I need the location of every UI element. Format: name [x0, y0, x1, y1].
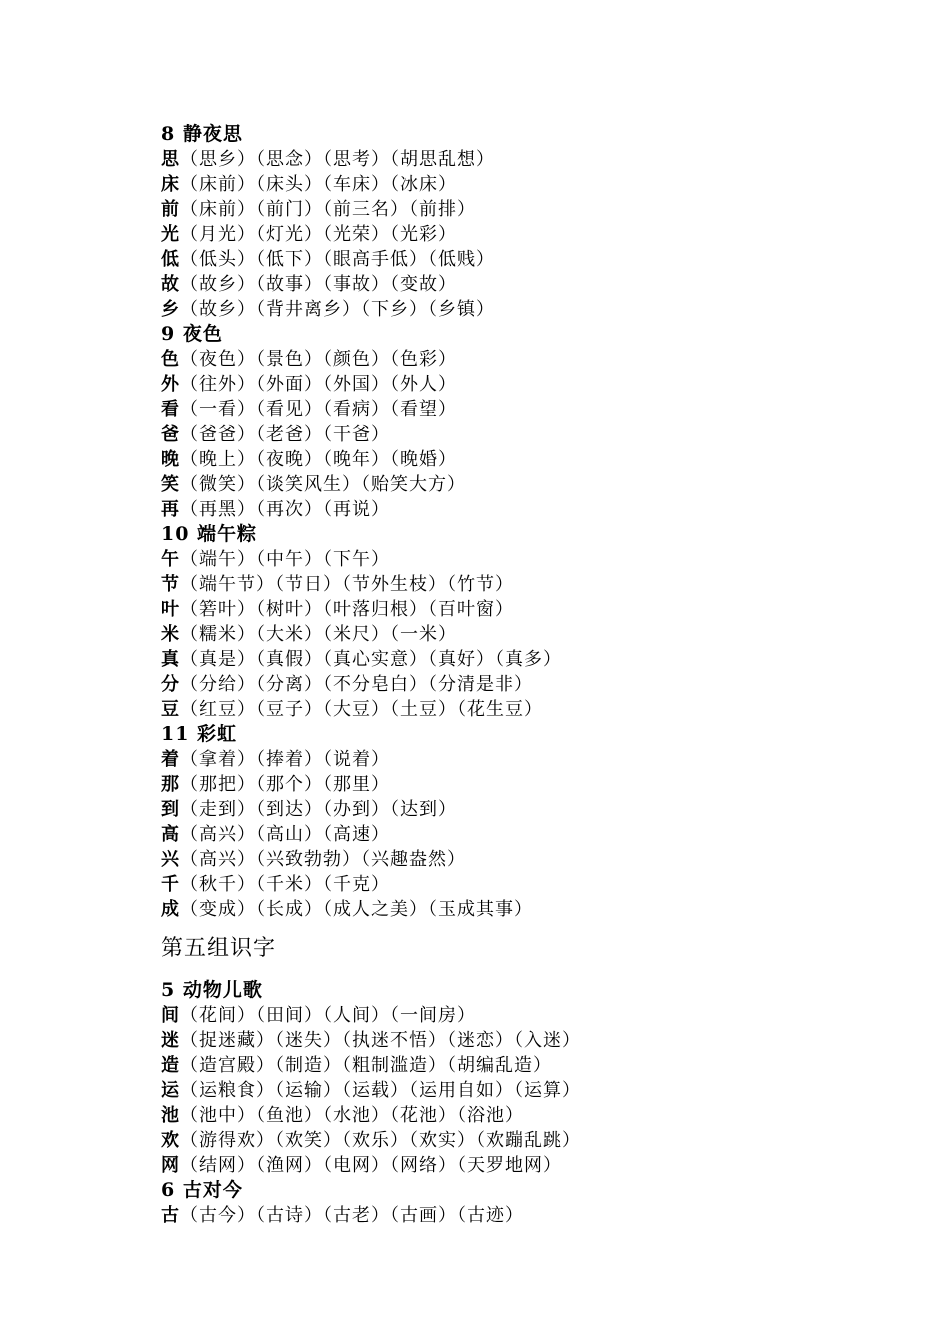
vocab-words: （晚上）（夜晚）（晚年）（晚婚）: [180, 449, 457, 470]
vocab-row: [161, 1003, 921, 1028]
vocab-row: [161, 547, 921, 572]
vocab-words: （床前）（前门）（前三名）（前排）: [180, 199, 476, 220]
vocab-row: [161, 1028, 921, 1053]
vocab-character: 爸: [161, 424, 180, 445]
vocab-character: 成: [161, 899, 180, 920]
vocab-row: [161, 572, 921, 597]
vocab-character: 那: [161, 774, 180, 795]
vocab-character: 造: [161, 1055, 180, 1076]
vocab-character: 真: [161, 649, 180, 670]
vocab-row: [161, 647, 921, 672]
vocab-row: [161, 897, 921, 922]
vocab-row: [161, 622, 921, 647]
vocab-character: 运: [161, 1080, 180, 1101]
vocab-row: [161, 1053, 921, 1078]
vocab-words: （花间）（田间）（人间）（一间房）: [180, 1005, 476, 1026]
vocab-words: （红豆）（豆子）（大豆）（土豆）（花生豆）: [180, 699, 543, 720]
vocab-character: 池: [161, 1105, 180, 1126]
vocab-words: （月光）（灯光）（光荣）（光彩）: [180, 224, 457, 245]
lesson-title: 10 端午粽: [161, 523, 258, 545]
vocab-row: [161, 472, 921, 497]
vocab-character: 思: [161, 149, 180, 170]
vocab-row: [161, 747, 921, 772]
vocab-words: （高兴）（高山）（高速）: [180, 824, 390, 845]
vocab-row: [161, 447, 921, 472]
vocab-words: （古今）（古诗）（古老）（古画）（古迹）: [180, 1205, 524, 1226]
vocab-character: 午: [161, 549, 180, 570]
vocab-row: [161, 797, 921, 822]
vocab-character: 到: [161, 799, 180, 820]
vocab-words: （微笑）（谈笑风生）（贻笑大方）: [180, 474, 466, 495]
vocab-row: [161, 297, 921, 322]
lesson-title: 8 静夜思: [161, 123, 243, 145]
lesson-title: 9 夜色: [161, 323, 223, 345]
vocab-row: [161, 772, 921, 797]
vocab-character: 晚: [161, 449, 180, 470]
vocab-row: [161, 247, 921, 272]
vocab-character: 高: [161, 824, 180, 845]
vocab-words: （拿着）（捧着）（说着）: [180, 749, 390, 770]
vocab-words: （秋千）（千米）（千克）: [180, 874, 390, 895]
vocab-words: （再黑）（再次）（再说）: [180, 499, 390, 520]
vocab-words: （故乡）（故事）（事故）（变故）: [180, 274, 457, 295]
document-page: [161, 122, 921, 1228]
vocab-words: （思乡）（思念）（思考）（胡思乱想）: [180, 149, 495, 170]
vocab-row: [161, 397, 921, 422]
vocab-character: 节: [161, 574, 180, 595]
vocab-character: 古: [161, 1205, 180, 1226]
vocab-row: [161, 672, 921, 697]
vocab-row: [161, 372, 921, 397]
vocab-character: 笑: [161, 474, 180, 495]
vocab-words: （分给）（分离）（不分皂白）（分清是非）: [180, 674, 533, 695]
vocab-character: 故: [161, 274, 180, 295]
vocab-character: 欢: [161, 1130, 180, 1151]
vocab-row: [161, 272, 921, 297]
vocab-words: （结网）（渔网）（电网）（网络）（天罗地网）: [180, 1155, 562, 1176]
vocab-row: [161, 197, 921, 222]
vocab-words: （端午节）（节日）（节外生枝）（竹节）: [180, 574, 514, 595]
vocab-words: （往外）（外面）（外国）（外人）: [180, 374, 457, 395]
vocab-row: [161, 1128, 921, 1153]
vocab-row: [161, 497, 921, 522]
vocab-row: [161, 222, 921, 247]
vocab-character: 再: [161, 499, 180, 520]
vocab-row: [161, 422, 921, 447]
vocab-character: 光: [161, 224, 180, 245]
vocab-character: 网: [161, 1155, 180, 1176]
vocab-words: （端午）（中午）（下午）: [180, 549, 390, 570]
vocab-row: [161, 147, 921, 172]
vocab-character: 看: [161, 399, 180, 420]
vocab-character: 外: [161, 374, 180, 395]
lesson-title: 6 古对今: [161, 1179, 243, 1201]
vocab-row: [161, 822, 921, 847]
vocab-words: （高兴）（兴致勃勃）（兴趣盎然）: [180, 849, 466, 870]
vocab-row: [161, 872, 921, 897]
vocab-words: （池中）（鱼池）（水池）（花池）（浴池）: [180, 1105, 524, 1126]
vocab-words: （床前）（床头）（车床）（冰床）: [180, 174, 457, 195]
vocab-row: [161, 847, 921, 872]
vocab-character: 色: [161, 349, 180, 370]
vocab-words: （那把）（那个）（那里）: [180, 774, 390, 795]
vocab-words: （夜色）（景色）（颜色）（色彩）: [180, 349, 457, 370]
vocab-words: （运粮食）（运输）（运载）（运用自如）（运算）: [180, 1080, 581, 1101]
lesson-title: 5 动物儿歌: [161, 979, 263, 1001]
vocab-row: [161, 347, 921, 372]
vocab-row: [161, 697, 921, 722]
vocab-row: [161, 172, 921, 197]
vocab-character: 低: [161, 249, 180, 270]
vocab-character: 叶: [161, 599, 180, 620]
vocab-words: （故乡）（背井离乡）（下乡）（乡镇）: [180, 299, 495, 320]
vocab-character: 兴: [161, 849, 180, 870]
lesson-title: 11 彩虹: [161, 723, 238, 745]
vocab-character: 乡: [161, 299, 180, 320]
vocab-character: 迷: [161, 1030, 180, 1051]
vocab-row: [161, 1103, 921, 1128]
vocab-row: [161, 1078, 921, 1103]
group-title: 第五组识字: [161, 936, 277, 961]
vocab-row: [161, 597, 921, 622]
vocab-character: 千: [161, 874, 180, 895]
vocab-words: （糯米）（大米）（米尺）（一米）: [180, 624, 457, 645]
vocab-words: （造宫殿）（制造）（粗制滥造）（胡编乱造）: [180, 1055, 552, 1076]
vocab-words: （低头）（低下）（眼高手低）（低贱）: [180, 249, 495, 270]
vocab-character: 着: [161, 749, 180, 770]
vocab-words: （一看）（看见）（看病）（看望）: [180, 399, 457, 420]
vocab-character: 间: [161, 1005, 180, 1026]
vocab-character: 豆: [161, 699, 180, 720]
vocab-row: [161, 1203, 921, 1228]
vocab-words: （捉迷藏）（迷失）（执迷不悟）（迷恋）（入迷）: [180, 1030, 581, 1051]
vocab-character: 床: [161, 174, 180, 195]
vocab-words: （爸爸）（老爸）（干爸）: [180, 424, 390, 445]
vocab-character: 米: [161, 624, 180, 645]
vocab-words: （走到）（到达）（办到）（达到）: [180, 799, 457, 820]
vocab-words: （真是）（真假）（真心实意）（真好）（真多）: [180, 649, 562, 670]
vocab-words: （变成）（长成）（成人之美）（玉成其事）: [180, 899, 533, 920]
vocab-words: （箬叶）（树叶）（叶落归根）（百叶窗）: [180, 599, 514, 620]
vocab-character: 分: [161, 674, 180, 695]
vocab-character: 前: [161, 199, 180, 220]
vocab-words: （游得欢）（欢笑）（欢乐）（欢实）（欢蹦乱跳）: [180, 1130, 581, 1151]
vocab-row: [161, 1153, 921, 1178]
